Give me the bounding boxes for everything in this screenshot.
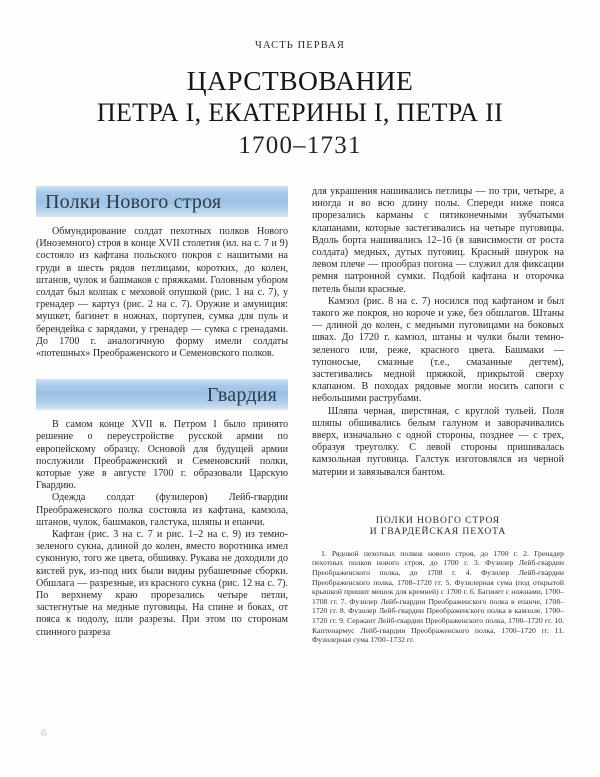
section-header-polki-novogo-stroya: [36, 186, 288, 217]
paragraph: Обмундирование солдат пехотных полков Нового (Иноземного) строя в конце XVII столетия (ил. на с. 7 и 9) состояло из кафтана польского покроя с нашитыми на груди в шесть рядов петлицами, коротких, до колен, штанов, чулок и башмаков с пряжками. Головным убором солдат был колпак с меховой опушкой (рис. 1 на с. 7), у гренадер — картуз (рис. 2 на с. 7). Оружие и амуниция: мушкет, багинет в ножнах, портупея, сумка для пуль и берендейка с зарядами, у гренадер — сумка с гренадами. До 1700 г. аналогичную форму имели солдаты «потешных» Преображенского и Семеновского полков.: [36, 226, 288, 360]
section-heading-label: Гвардия: [206, 383, 277, 406]
paragraph: Одежда солдат (фузилеров) Лейб-гвардии Преображенского полка состояла из кафтана, камзола, штанов, чулок, башмаков, галстука, шляпы и епанчи.: [36, 492, 288, 528]
paragraph: Шляпа черная, шерстяная, с круглой тульей. Поля шляпы обшивались белым галуном и заворачивались вверх, изначально с одной стороны, позднее — с трех, образуя треуголку. С левой стороны пришивалась камзольная пуговица. Галстук изготовлялся из черной материи и завязывался бантом.: [312, 405, 564, 478]
caption-title-line-1: ПОЛКИ НОВОГО СТРОЯ: [376, 514, 500, 526]
caption-text: 1. Рядовой пехотных полков нового строя, до 1700 г. 2. Гренадер пехотных полков нового строя, до 1700 г. 3. Фузилер Лейб-гвардии Преображенского полка, до 1708 г. 4. Фузилер Лейб-гвардии Преображенского полка, 1708–1720 гг. 5. Фузилерная сума (под открытой крышкой пришит мешок для кремней) с 1700 г. 6. Багинет с ножнами, 1700–1708 гг. 7. Фузилер Лейб-гвардии Преображенского полка в епанче, 1708–1720 гг. 8. Фузилер Лейб-гвардии Преображенского полка в камзоле, 1700–1720 гг. 9. Сержант Лейб-гвардии Преображенского полка, 1700–1720 гг. 10. Каптенармус Лейб-гвардии Преображенского полка, 1700–1720 гг. 11. Фузилерная сума 1700–1732 гг.: [312, 548, 564, 645]
paragraph: Кафтан (рис. 3 на с. 7 и рис. 1–2 на с. 9) из темно-зеленого сукна, длиной до колен, вместо воротника имел суконную, того же цвета, обшивку. Рукава не доходили до кистей рук, из-под них были видны рубашечные сборки. Обшлага — разрезные, из красного сукна (рис. 12 на с. 7). По верхнему краю прорезались четыре петли, застегнутые на медные пуговицы. На спине и боках, от пояса к подолу, шли разрезы. При этом по сторонам спинного разреза: [36, 529, 288, 638]
caption-title-line-2: И ГВАРДЕЙСКАЯ ПЕХОТА: [369, 526, 507, 538]
section-header-gvardiya: [36, 379, 288, 410]
paragraph: для украшения нашивались петлицы — по три, четыре, а иногда и во всю длину полы. Спереди ниже пояса прорезались карманы с пятиконечными зубчатыми клапанами, которые застегивались на четыре пуговицы. Вдоль борта нашивались 12–16 (в зависимости от роста солдата) медных, дутых пуговиц. Красный шнурок на левом плече — прообраз погона — служил для фиксации ремня патронной сумки. Подбой кафтана и оторочка петель были красные.: [312, 186, 564, 295]
paragraph: В самом конце XVII в. Петром I было принято решение о переустройстве русской армии по европейскому образцу. Основой для будущей армии послужили Преображенский и Семеновский полки, которые уже в августе 1700 г. образовали Царскую Гвардию.: [36, 419, 288, 492]
page-title-line-1: ЦАРСТВОВАНИЕ: [186, 65, 414, 96]
part-label: ЧАСТЬ ПЕРВАЯ: [255, 40, 345, 51]
illustration-caption-block: [312, 515, 564, 645]
page-title-line-2: ПЕТРА I, ЕКАТЕРИНЫ I, ПЕТРА II: [96, 97, 504, 127]
caption-title: [312, 515, 564, 538]
left-column: [36, 186, 288, 639]
section-heading-label: Полки Нового строя: [45, 190, 222, 213]
page-title-block: [40, 40, 560, 160]
page-number: 6: [41, 727, 47, 739]
paragraph: Камзол (рис. 8 на с. 7) носился под кафтаном и был такого же покроя, но короче и уже, без обшлагов. Штаны — длиной до колен, с медными пуговицами на боковых швах. До 1720 г. камзол, штаны и чулки были темно-зеленого или, реже, красного цвета. Башмаки — тупоносые, смазные (т.е., смазанные дегтем), застегивались медной пряжкой, прикрытой сверху клапаном. В походах рядовые могли носить сапоги с небольшими раструбами.: [312, 295, 564, 405]
page-title-years: 1700–1731: [238, 132, 362, 160]
right-column: [312, 186, 564, 645]
